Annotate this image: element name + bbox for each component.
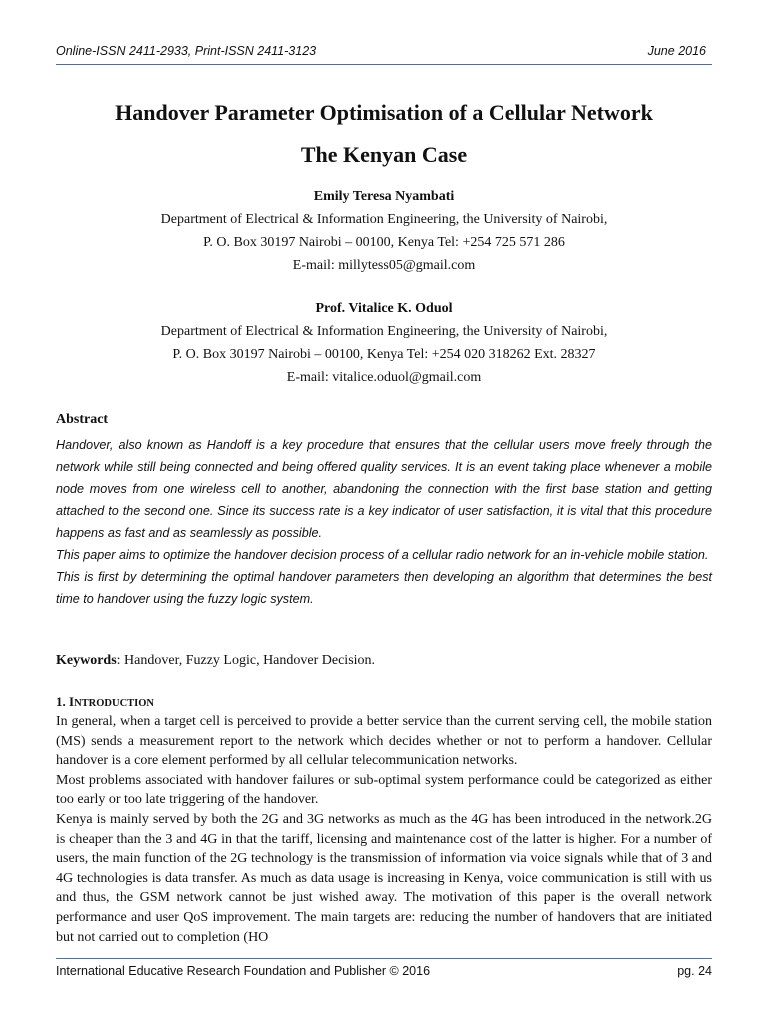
publisher-text: International Educative Research Foundation and Publisher © 2016 bbox=[56, 964, 431, 978]
keywords-label: Keywords bbox=[56, 653, 117, 668]
footer-divider bbox=[56, 958, 712, 959]
paper-title bbox=[40, 92, 728, 176]
author-address: P. O. Box 30197 Nairobi – 00100, Kenya Tel: +254 725 571 286 bbox=[203, 235, 565, 250]
introduction-body bbox=[56, 712, 712, 947]
intro-paragraph: Kenya is mainly served by both the 2G and 3G networks as much as the 4G has been introduced in the network.2G is cheaper than the 3 and 4G in that the tariff, licensing and maintenance cost of the latter is higher. For a number of users, the main function of the 2G technology is the transmission of information via voice signals while that of 3 and 4G technologies is data transfer. As much as data usage is increasing in Kenya, voice communication is still with us and thus, the GSM network cannot be just wished away. The motivation of this paper is the overall network performance and user QoS improvement. The main targets are: reducing the number of handovers that are initiated but not carried out to completion (HO bbox=[56, 811, 712, 945]
header-divider bbox=[56, 64, 712, 65]
abstract-heading: Abstract bbox=[56, 412, 109, 427]
section-heading-introduction bbox=[56, 694, 712, 710]
author-name: Emily Teresa Nyambati bbox=[313, 189, 455, 204]
keywords-line bbox=[56, 653, 712, 669]
intro-paragraph: In general, when a target cell is perceived to provide a better service than the current serving cell, the mobile station (MS) sends a measurement report to the network which decides whether or not to perform a handover. Cellular handover is a core element performed by all cellular telecommunication networks. bbox=[56, 714, 712, 769]
section-title: NTRODUCTION bbox=[74, 698, 154, 709]
author-block-2 bbox=[40, 297, 728, 389]
author-email: E-mail: vitalice.oduol@gmail.com bbox=[286, 370, 482, 385]
author-block-1 bbox=[40, 185, 728, 277]
author-address: P. O. Box 30197 Nairobi – 00100, Kenya Tel: +254 020 318262 Ext. 28327 bbox=[172, 347, 596, 362]
title-line-2: The Kenyan Case bbox=[300, 142, 468, 167]
abstract-paragraph: This is first by determining the optimal handover parameters then developing an algorithm that determines the best time to handover using the fuzzy logic system. bbox=[56, 570, 712, 606]
abstract-paragraph: This paper aims to optimize the handover decision process of a cellular radio network for an in-vehicle mobile station. bbox=[56, 548, 709, 562]
author-affiliation: Department of Electrical & Information Engineering, the University of Nairobi, bbox=[160, 324, 608, 339]
abstract-paragraph: Handover, also known as Handoff is a key procedure that ensures that the cellular users move freely through the network while still being connected and being offered quality services. It is an event taking place whenever a mobile node moves from one wireless cell to another, abandoning the connection with the first base station and getting attached to the second one. Since its success rate is a key indicator of user satisfaction, it is vital that this procedure happens as fast and as seamlessly as possible. bbox=[56, 438, 712, 540]
section-number: 1. I bbox=[56, 694, 75, 709]
author-affiliation: Department of Electrical & Information Engineering, the University of Nairobi, bbox=[160, 212, 608, 227]
issn-text: Online-ISSN 2411-2933, Print-ISSN 2411-3123 bbox=[56, 44, 317, 58]
page-number: pg. 24 bbox=[677, 964, 712, 978]
author-name: Prof. Vitalice K. Oduol bbox=[315, 301, 453, 316]
keywords-text: : Handover, Fuzzy Logic, Handover Decision. bbox=[116, 653, 376, 668]
issue-date: June 2016 bbox=[647, 44, 706, 58]
intro-paragraph: Most problems associated with handover failures or sub-optimal system performance could be categorized as either too early or too late triggering of the handover. bbox=[56, 772, 712, 808]
title-line-1: Handover Parameter Optimisation of a Cellular Network bbox=[115, 100, 653, 125]
author-email: E-mail: millytess05@gmail.com bbox=[292, 258, 476, 273]
abstract-body bbox=[56, 434, 712, 610]
